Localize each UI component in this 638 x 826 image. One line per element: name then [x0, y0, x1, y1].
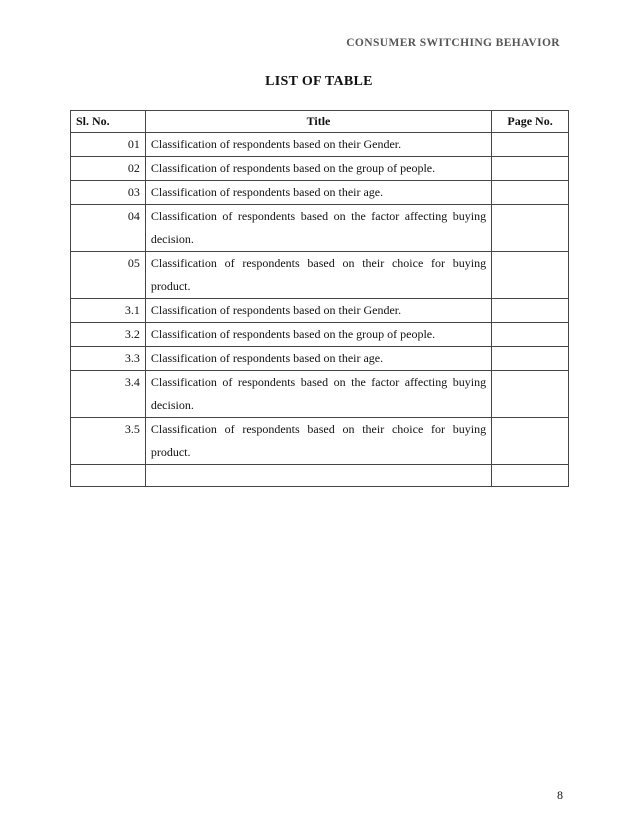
row-page-no	[492, 299, 569, 323]
table-row	[71, 418, 569, 465]
row-title: Classification of respondents based on the group of people.	[145, 157, 491, 181]
row-title: Classification of respondents based on their Gender.	[145, 133, 491, 157]
row-title: Classification of respondents based on their age.	[145, 347, 491, 371]
table-row	[71, 371, 569, 418]
row-sl-no: 01	[71, 133, 146, 157]
list-of-tables	[70, 110, 569, 487]
running-header: CONSUMER SWITCHING BEHAVIOR	[346, 37, 560, 49]
table-row	[71, 299, 569, 323]
table-row	[71, 181, 569, 205]
row-title: Classification of respondents based on the factor affecting buying decision.	[145, 371, 491, 418]
row-sl-no	[71, 465, 146, 487]
table-row-empty	[71, 465, 569, 487]
row-page-no	[492, 252, 569, 299]
row-title: Classification of respondents based on the factor affecting buying decision.	[145, 205, 491, 252]
table-row	[71, 252, 569, 299]
row-page-no	[492, 465, 569, 487]
row-page-no	[492, 157, 569, 181]
row-title: Classification of respondents based on their Gender.	[145, 299, 491, 323]
row-sl-no: 05	[71, 252, 146, 299]
table-row	[71, 205, 569, 252]
row-title: Classification of respondents based on the group of people.	[145, 323, 491, 347]
column-header-sl-no: Sl. No.	[71, 111, 146, 133]
row-page-no	[492, 418, 569, 465]
row-title: Classification of respondents based on their age.	[145, 181, 491, 205]
table-row	[71, 347, 569, 371]
row-sl-no: 04	[71, 205, 146, 252]
row-title: Classification of respondents based on their choice for buying product.	[145, 418, 491, 465]
row-sl-no: 3.5	[71, 418, 146, 465]
table-row	[71, 157, 569, 181]
column-header-page-no: Page No.	[492, 111, 569, 133]
row-sl-no: 3.1	[71, 299, 146, 323]
row-page-no	[492, 181, 569, 205]
page-title: LIST OF TABLE	[265, 74, 373, 89]
table-header-row	[71, 111, 569, 133]
row-page-no	[492, 205, 569, 252]
row-sl-no: 03	[71, 181, 146, 205]
row-sl-no: 3.4	[71, 371, 146, 418]
row-page-no	[492, 371, 569, 418]
row-page-no	[492, 347, 569, 371]
row-title: Classification of respondents based on their choice for buying product.	[145, 252, 491, 299]
column-header-title: Title	[145, 111, 491, 133]
row-title	[145, 465, 491, 487]
row-sl-no: 3.3	[71, 347, 146, 371]
row-sl-no: 02	[71, 157, 146, 181]
row-page-no	[492, 323, 569, 347]
row-sl-no: 3.2	[71, 323, 146, 347]
row-page-no	[492, 133, 569, 157]
table-row	[71, 323, 569, 347]
table-row	[71, 133, 569, 157]
page-number: 8	[557, 788, 563, 802]
